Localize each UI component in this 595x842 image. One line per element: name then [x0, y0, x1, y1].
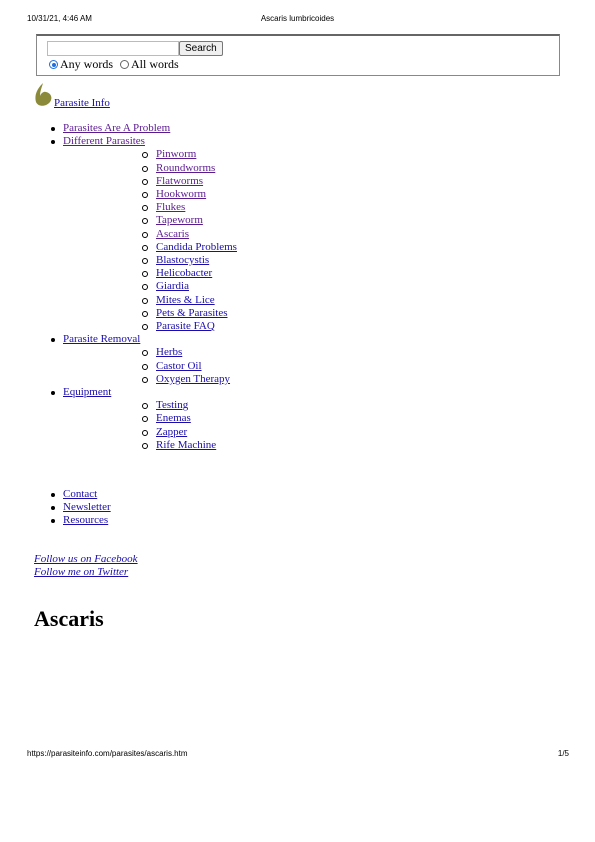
bullet-icon: [142, 298, 148, 304]
bullet-icon: [142, 152, 148, 158]
print-title: Ascaris lumbricoides: [260, 14, 335, 23]
bullet-icon: [51, 391, 55, 395]
bullet-icon: [51, 127, 55, 131]
nav-subitem[interactable]: Ascaris: [63, 228, 237, 241]
print-page-number: 1/5: [557, 749, 569, 758]
nav-item-equipment[interactable]: Equipment Testing Enemas Zapper Rife Machine: [0, 386, 237, 452]
submenu-parasites: [63, 148, 237, 333]
print-datetime: 10/31/21, 4:46 AM: [27, 14, 92, 23]
bullet-icon: [142, 324, 148, 330]
nav-subitem[interactable]: Pinworm: [63, 148, 237, 161]
nav-subitem[interactable]: Mites & Lice: [63, 294, 237, 307]
print-url: https://parasiteinfo.com/parasites/ascaris.htm: [27, 749, 188, 758]
bullet-icon: [51, 519, 55, 523]
nav-subitem[interactable]: Oxygen Therapy: [63, 373, 237, 386]
bullet-icon: [51, 493, 55, 497]
bullet-icon: [142, 205, 148, 211]
social-links: [34, 553, 138, 579]
facebook-link[interactable]: Follow us on Facebook: [34, 553, 138, 565]
main-nav: [0, 122, 237, 452]
bullet-icon: [51, 140, 55, 144]
nav-item-parasite-removal[interactable]: Parasite Removal Herbs Castor Oil Oxygen Therapy: [0, 333, 237, 386]
nav-subitem[interactable]: Hookworm: [63, 188, 237, 201]
twitter-link[interactable]: Follow me on Twitter: [34, 566, 129, 578]
bullet-icon: [51, 338, 55, 342]
nav-subitem[interactable]: Flukes: [63, 201, 237, 214]
nav-subitem[interactable]: Giardia: [63, 280, 237, 293]
bullet-icon: [142, 311, 148, 317]
submenu-removal: [63, 346, 237, 386]
radio-any-words-label: Any words: [60, 57, 113, 71]
nav-item-parasites-problem[interactable]: Parasites Are A Problem: [0, 122, 237, 135]
brand-link[interactable]: Parasite Info: [54, 97, 110, 109]
bullet-icon: [142, 364, 148, 370]
submenu-equipment: [63, 399, 237, 452]
nav-subitem[interactable]: Castor Oil: [63, 360, 237, 373]
nav-subitem[interactable]: Helicobacter: [63, 267, 237, 280]
nav-subitem[interactable]: Enemas: [63, 412, 237, 425]
search-button[interactable]: Search: [179, 41, 223, 56]
page-title: Ascaris: [34, 606, 104, 631]
bullet-icon: [142, 271, 148, 277]
bullet-icon: [142, 192, 148, 198]
bullet-icon: [142, 430, 148, 436]
secondary-nav: [0, 488, 111, 528]
print-footer: [0, 749, 595, 761]
bullet-icon: [142, 179, 148, 185]
bullet-icon: [142, 284, 148, 290]
search-box: [36, 34, 560, 76]
bullet-icon: [51, 506, 55, 510]
bullet-icon: [142, 166, 148, 172]
nav-item-resources[interactable]: Resources: [0, 514, 111, 527]
search-mode: [49, 57, 186, 72]
nav-subitem[interactable]: Testing: [63, 399, 237, 412]
bullet-icon: [142, 258, 148, 264]
radio-any-words[interactable]: [49, 60, 58, 69]
nav-subitem[interactable]: Herbs: [63, 346, 237, 359]
print-header: [0, 14, 595, 26]
nav-subitem[interactable]: Flatworms: [63, 175, 237, 188]
nav-subitem[interactable]: Parasite FAQ: [63, 320, 237, 333]
bullet-icon: [142, 403, 148, 409]
bullet-icon: [142, 416, 148, 422]
search-input[interactable]: [47, 41, 179, 56]
radio-all-words[interactable]: [120, 60, 129, 69]
nav-subitem[interactable]: Candida Problems: [63, 241, 237, 254]
nav-subitem[interactable]: Tapeworm: [63, 214, 237, 227]
radio-all-words-label: All words: [131, 57, 179, 71]
bullet-icon: [142, 218, 148, 224]
leaf-logo-icon[interactable]: [34, 82, 54, 108]
nav-item-contact[interactable]: Contact: [0, 488, 111, 501]
nav-subitem[interactable]: Rife Machine: [63, 439, 237, 452]
nav-subitem[interactable]: Pets & Parasites: [63, 307, 237, 320]
bullet-icon: [142, 377, 148, 383]
nav-subitem[interactable]: Blastocystis: [63, 254, 237, 267]
bullet-icon: [142, 232, 148, 238]
bullet-icon: [142, 443, 148, 449]
nav-subitem[interactable]: Roundworms: [63, 162, 237, 175]
nav-subitem[interactable]: Zapper: [63, 426, 237, 439]
nav-item-different-parasites[interactable]: Different Parasites Pinworm Roundworms Flatworms Hookworm Flukes Tapeworm Ascaris Candida Problems Blastocystis Helicobacter Giardia Mites & Lice Pets & Parasites Parasite FAQ: [0, 135, 237, 333]
nav-item-newsletter[interactable]: Newsletter: [0, 501, 111, 514]
bullet-icon: [142, 350, 148, 356]
bullet-icon: [142, 245, 148, 251]
